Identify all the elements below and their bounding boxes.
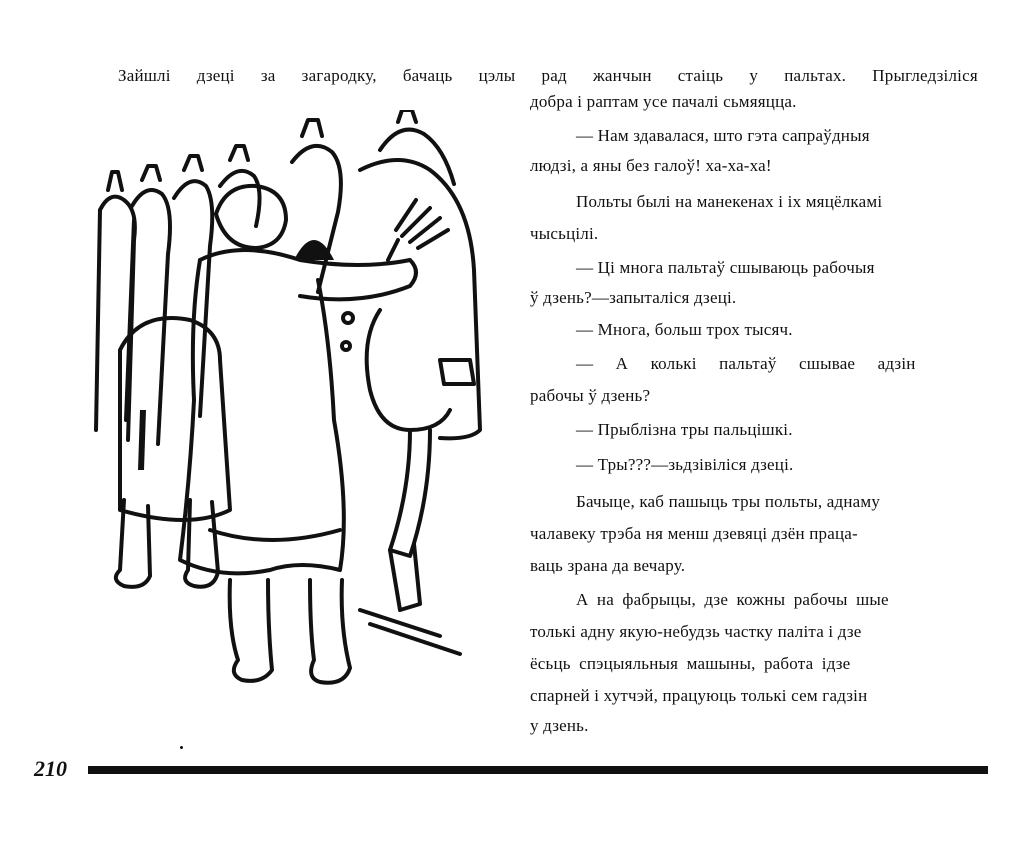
text-line: ёсьць спэцыяльныя машыны, работа ідзе: [530, 654, 851, 673]
text-line: — Нам здавалася, што гэта сапраўдныя: [576, 126, 870, 145]
text-line-part: у: [749, 66, 759, 85]
text-line-part: Прыгледзіліся: [872, 66, 978, 85]
text-line-part: дзеці: [196, 66, 235, 85]
text-line: чалавеку трэба ня менш дзевяці дзён праца-: [530, 524, 858, 543]
text-line: — Ці многа пальтаў сшываюць рабочыя: [576, 258, 875, 277]
text-line-part: рад: [541, 66, 567, 85]
ink-speck: [180, 746, 183, 749]
text-line-part: бачаць: [402, 66, 453, 85]
text-line: чысьцілі.: [530, 224, 599, 243]
text-line: — Прыблізна тры пальцішкі.: [576, 420, 793, 439]
text-line-part: Зайшлі: [118, 66, 171, 85]
text-line: [118, 66, 978, 86]
text-line: — Тры???—зьдзівіліся дзеці.: [576, 455, 794, 474]
factory-illustration: [80, 110, 500, 710]
text-line: Бачыце, каб пашыць тры польты, аднаму: [576, 492, 881, 511]
text-line: рабочы ў дзень?: [530, 386, 651, 405]
text-line: Польты былі на манекенах і іх мяцёлкамі: [576, 192, 883, 211]
text-line: ў дзень?—запыталіся дзеці.: [530, 288, 737, 307]
page-number: 210: [34, 756, 67, 781]
woman-head: [216, 186, 286, 248]
text-line: — Многа, больш трох тысяч.: [576, 320, 793, 339]
text-line-part: стаіць: [677, 66, 724, 85]
text-line: толькі адну якую-небудзь частку паліта і дзе: [530, 622, 862, 641]
footer-rule: [88, 766, 988, 774]
text-line-part: цэлы: [478, 66, 516, 85]
mannequin-head: [108, 172, 122, 190]
text-line: у дзень.: [530, 716, 589, 735]
text-line: А на фабрыцы, дзе кожны рабочы шые: [576, 590, 889, 609]
text-line-part: за: [260, 66, 276, 85]
text-line: — А колькі пальтаў сшывае адзін: [576, 354, 916, 373]
text-line: добра і раптам усе пачалі сьмяяцца.: [530, 92, 797, 111]
text-line-part: пальтах.: [784, 66, 847, 85]
text-line: ваць зрана да вечару.: [530, 556, 686, 575]
text-line-part: жанчын: [592, 66, 652, 85]
text-line: людзі, а яны без галоў! ха-ха-ха!: [530, 156, 772, 175]
text-line: спарней і хутчэй, працуюць толькі сем гадзін: [530, 686, 868, 705]
text-line-part: загародку,: [301, 66, 377, 85]
